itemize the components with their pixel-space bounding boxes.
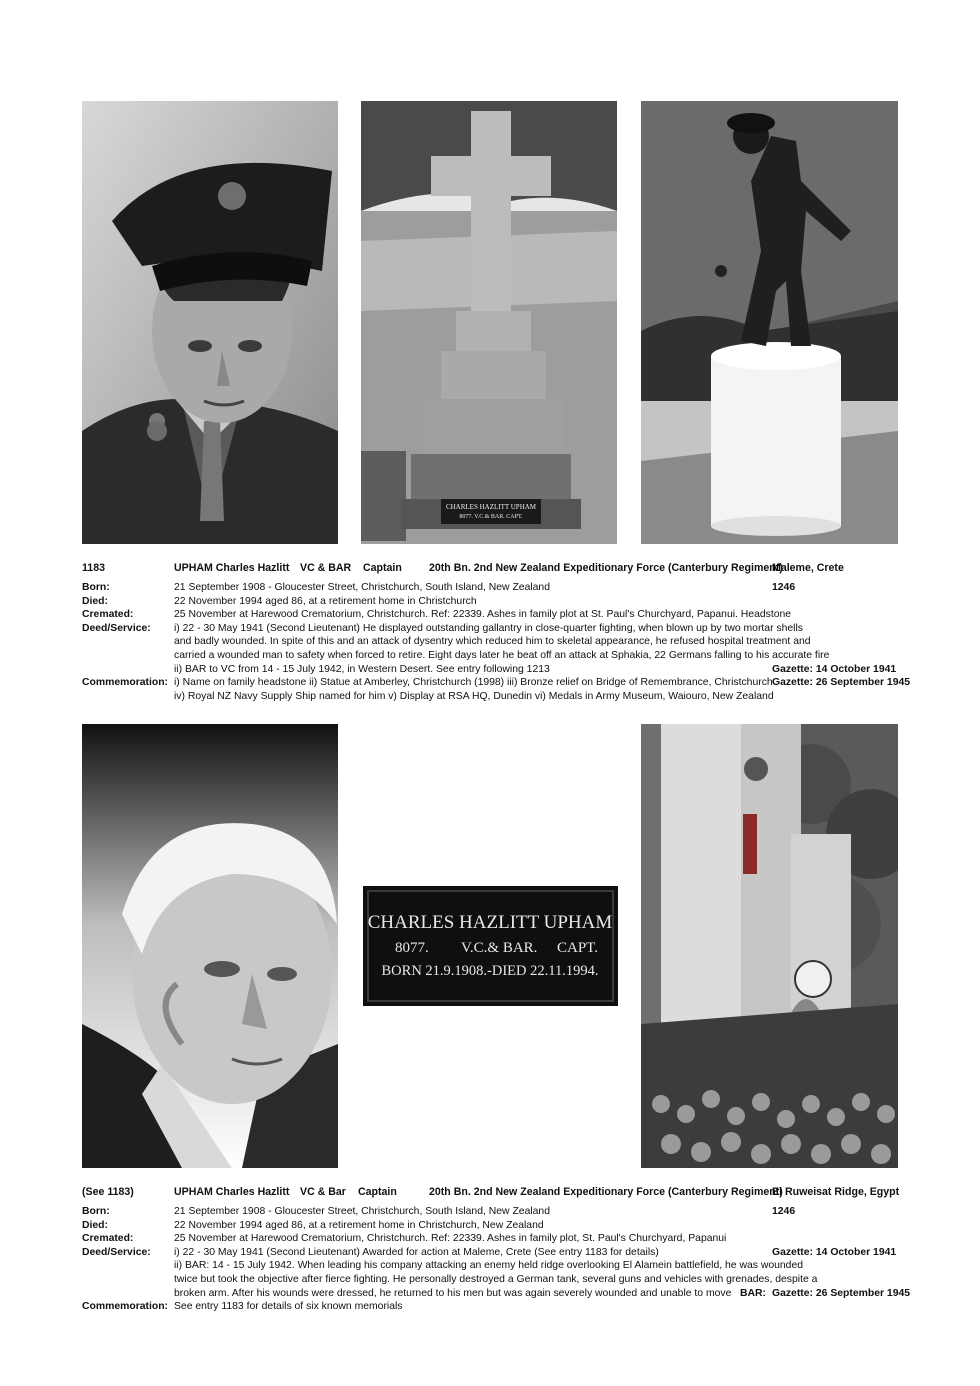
deed-label: Deed/Service: (82, 622, 151, 634)
cremated-row (82, 608, 898, 622)
deed-line: i) 22 - 30 May 1941 (Second Lieutenant) Awarded for action at Maleme, Crete (See entry 1183 for details) (174, 1246, 659, 1258)
deed-line: broken arm. After his wounds were dressed, he returned to his men but was again severely wounded and unable to move (174, 1287, 732, 1299)
deed-label: Deed/Service: (82, 1246, 151, 1258)
recipient-name: UPHAM Charles Hazlitt (174, 1186, 290, 1198)
record-1183 (82, 562, 911, 703)
headstone-plaque-line2: 8077. V.C.& BAR. CAPT. (459, 514, 523, 520)
bridge-of-remembrance-photo (641, 724, 898, 1168)
commemoration-label: Commemoration: (82, 1301, 169, 1313)
plaque-rank: CAPT. (557, 940, 598, 956)
deed-line: twice but took the objective after fierce fighting. He personally destroyed a German tank, several guns and vehicles with grenades, despite a (174, 1273, 818, 1285)
commemoration-label: Commemoration: (82, 677, 169, 689)
action-place: Maleme, Crete (772, 562, 844, 574)
record-number: (See 1183) (82, 1186, 134, 1198)
unit: 20th Bn. 2nd New Zealand Expeditionary Force (Canterbury Regiment) (429, 562, 783, 574)
commemoration-row (82, 676, 898, 703)
headstone-cross-photo (361, 101, 617, 544)
died-row (82, 595, 898, 609)
died-label: Died: (82, 1219, 108, 1231)
portrait-uniform-photo (82, 101, 338, 544)
born-row (82, 1205, 898, 1219)
gazette-date-1: Gazette: 14 October 1941 (772, 1246, 897, 1258)
born-row (82, 581, 898, 595)
died-row (82, 1219, 898, 1233)
born-label: Born: (82, 582, 110, 593)
deed-line: carried a wounded man to safety when forced to retire. Eight days later he beat off an attack at Sphakia, 22 Germans falling to his accurate fire (174, 649, 830, 661)
died-value: 22 November 1994 aged 86, at a retirement home in Christchurch, New Zealand (174, 1219, 544, 1231)
commemoration-value: See entry 1183 for details of six known memorials (174, 1301, 403, 1313)
deed-line: ii) BAR: 14 - 15 July 1942. When leading his company attacking an enemy held ridge overlooking El Alamein battlefield, he was wounded (174, 1260, 803, 1272)
deed-row (82, 1246, 911, 1300)
born-value: 21 September 1908 - Gloucester Street, Christchurch, South Island, New Zealand (174, 582, 550, 593)
record-number: 1183 (82, 562, 105, 574)
record-header (82, 562, 898, 578)
gazette-date-2: Gazette: 26 September 1945 (772, 1287, 911, 1299)
award: VC & Bar (300, 1186, 346, 1198)
recipient-name: UPHAM Charles Hazlitt (174, 562, 290, 574)
deed-line: ii) BAR to VC from 14 - 15 July 1942, in Western Desert. See entry following 1213 (174, 663, 550, 675)
commemoration-row (82, 1300, 898, 1314)
born-ref: 1246 (772, 582, 796, 593)
died-label: Died: (82, 595, 108, 607)
born-value: 21 September 1908 - Gloucester Street, Christchurch, South Island, New Zealand (174, 1206, 550, 1217)
cremated-row (82, 1232, 898, 1246)
born-ref: 1246 (772, 1206, 796, 1217)
died-value: 22 November 1994 aged 86, at a retirement home in Christchurch (174, 595, 477, 607)
record-header (82, 1186, 898, 1202)
action-place: El Ruweisat Ridge, Egypt (772, 1186, 900, 1198)
rank: Captain (358, 1186, 397, 1198)
headstone-plaque-line1: CHARLES HAZLITT UPHAM (445, 503, 537, 511)
unit: 20th Bn. 2nd New Zealand Expeditionary Force (Canterbury Regiment) (429, 1186, 783, 1198)
record-see-1183 (82, 1186, 911, 1314)
award: VC & BAR (300, 562, 352, 574)
portrait-elderly-photo (82, 724, 338, 1168)
plaque-line-3: BORN 21.9.1908.-DIED 22.11.1994. (381, 963, 599, 979)
born-label: Born: (82, 1206, 110, 1217)
statue-photo (641, 101, 898, 544)
cremated-value: 25 November at Harewood Crematorium, Christchurch. Ref: 22339. Ashes in family plot at St. Paul's Churchyard, Papanui. Headstone (174, 609, 792, 621)
plaque-line-1: CHARLES HAZLITT UPHAM (367, 912, 613, 933)
gazette-date-2: Gazette: 26 September 1945 (772, 677, 911, 689)
memorial-plaque-photo (363, 886, 618, 1006)
rank: Captain (363, 562, 402, 574)
deed-line: i) 22 - 30 May 1941 (Second Lieutenant) He displayed outstanding gallantry in close-quarter fighting, when blown up by two mortar shells (174, 622, 803, 634)
plaque-award: V.C.& BAR. (461, 940, 538, 956)
cremated-label: Cremated: (82, 609, 134, 621)
deed-line: and badly wounded. In spite of this and an attack of dysentry which reduced him to skeletal appearance, he refused hospital treatment and (174, 636, 811, 648)
commemoration-line: i) Name on family headstone ii) Statue at Amberley, Christchurch (1998) iii) Bronze relief on Bridge of Remembrance, Christchurch (174, 677, 773, 689)
gazette-date-1: Gazette: 14 October 1941 (772, 663, 897, 675)
cremated-value: 25 November at Harewood Crematorium, Christchurch. Ref: 22339. Ashes in family plot, St. Paul's Churchyard, Papanui (174, 1233, 727, 1245)
plaque-service-number: 8077. (395, 940, 429, 956)
commemoration-line: iv) Royal NZ Navy Supply Ship named for him v) Display at RSA HQ, Dunedin vi) Medals in Army Museum, Waiouro, New Zealand (174, 690, 774, 702)
bar-label: BAR: (740, 1287, 766, 1299)
cremated-label: Cremated: (82, 1233, 134, 1245)
